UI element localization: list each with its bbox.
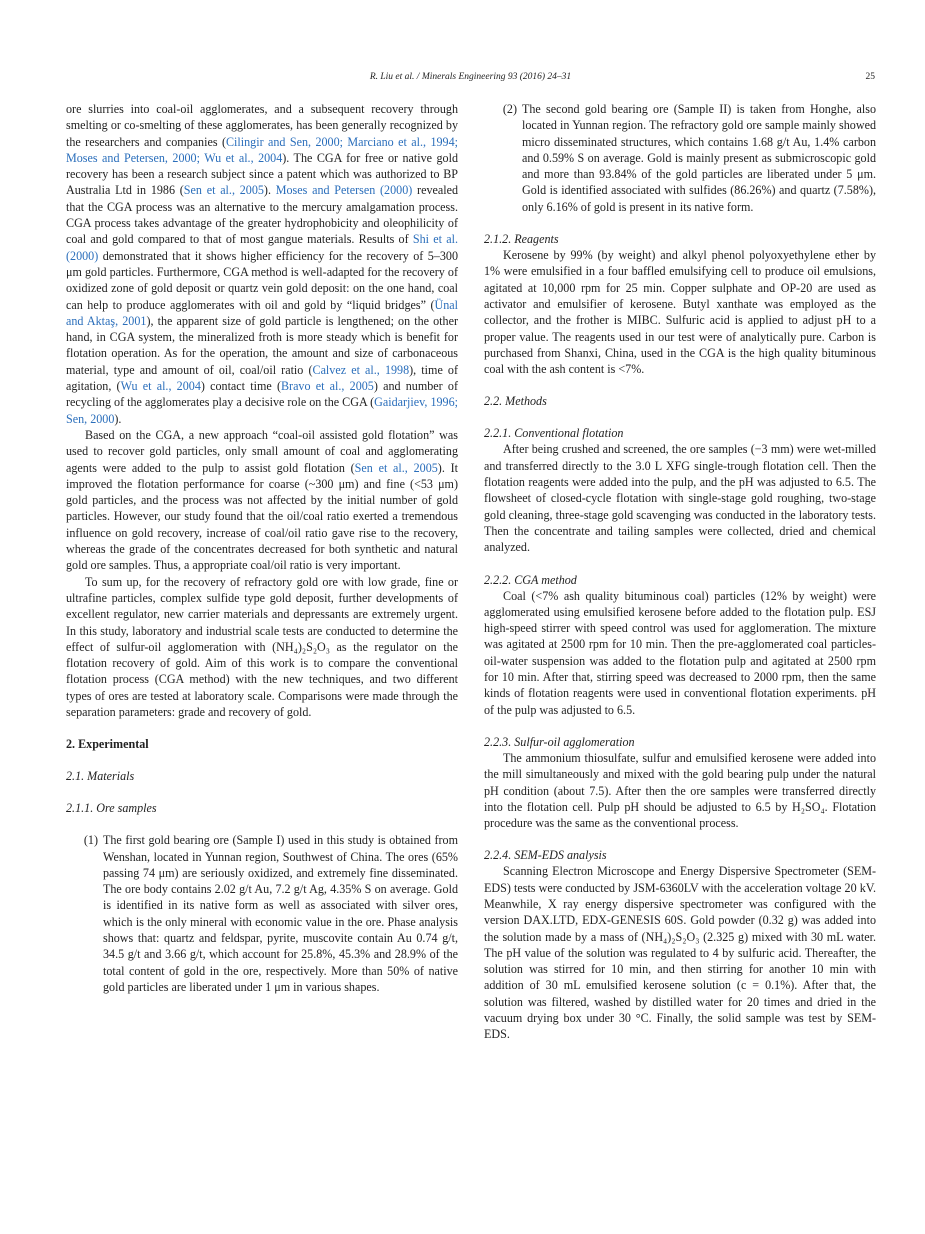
- subsubsection-heading-cga-method: 2.2.2. CGA method: [484, 572, 577, 587]
- subsubsection-heading-conventional-flotation: 2.2.1. Conventional flotation: [484, 426, 624, 441]
- paragraph-conventional-flotation: After being crushed and screened, the ore samples (−3 mm) were wet-milled and transferred directly to the 3.0 L XFG single-trough flotation cell. Then the flotation reagents were added into the pulp, and the pH was adjusted to 6.5. The flowsheet of closed-cycle flotation with single-stage gold roughing, two-stage gold cleaning, three-stage gold scavenging was conducted in the laboratory tests. Then the concentrate and tailing samples were collected, dried and chemical analyzed.: [484, 442, 876, 555]
- paragraph-aim: To sum up, for the recovery of refractory gold ore with low grade, fine or ultrafine particles, complex sulfide type gold deposit, further developments of excellent regulator, new carrier materials and depressants are extremely urgent. In this study, laboratory and industrial scale tests are conducted to determine the effect of sulfur-oil agglomeration with (NH₄)₂S₂O₃ as the regulator on the flotation recovery of gold. Aim of this work is to compare the conventional flotation process (CGA method) with the new techniques, and two different types of ores are tested at laboratory scale. Comparisons were made through the separation parameters: grade and recovery of gold.: [66, 574, 458, 719]
- citation-link[interactable]: Sen et al., 2005: [354, 460, 438, 475]
- subsubsection-heading-sem-eds: 2.2.4. SEM-EDS analysis: [484, 848, 607, 863]
- citation-link[interactable]: Wu et al., 2004: [120, 379, 201, 394]
- list-item-text: The first gold bearing ore (Sample I) used in this study is obtained from Wenshan, located in Yunnan region, Southwest of China. The ores (65% passing 74 μm) are seriously oxidized, and extremely fine disseminated. The ore body contains 2.02 g/t Au, 7.2 g/t Ag, 4.35% S on average. Gold is identified in its native form as well as associated with silver ores, which is the only mineral with economic value in the ore. Phase analysis shows that: quartz and feldspar, pyrite, muscovite contain Au 0.74 g/t, 34.5 g/t and 3.66 g/t, which account for 25.8%, 45.3% and 28.9% of the total content of gold in the ore, respectively. More than 50% of native gold particles are liberated under 1 μm in various shapes.: [103, 833, 458, 994]
- citation-link[interactable]: Cilingir and Sen, 2000; Marciano et al., 1994; Moses and Petersen, 2000; Wu et al., 2004: [66, 134, 458, 165]
- citation-link[interactable]: Ünal and Aktaş, 2001: [66, 297, 458, 328]
- list-item: [66, 832, 458, 995]
- subsection-heading-methods: 2.2. Methods: [484, 394, 547, 409]
- page-number: 25: [865, 72, 875, 82]
- citation-link[interactable]: Shi et al. (2000): [66, 232, 458, 263]
- left-column: [66, 101, 458, 995]
- subsection-heading-materials: 2.1. Materials: [66, 769, 135, 784]
- paragraph-sem-eds: Scanning Electron Microscope and Energy Dispersive Spectrometer (SEM-EDS) tests were conducted by JSM-6360LV with the acceleration voltage 20 kV. Meanwhile, X ray energy dispersive spectrometer was configured with the version DAX.LTD, EDX-GENESIS 60S. Gold powder (0.32 g) was added into the solution made by a mass of (NH₄)₂S₂O₃ (2.325 g) mixed with 30 mL water. The pH value of the solution was regulated to 4 by sulfuric acid. Thereafter, the solution was stirred for 10 min, and then stirring for another 10 min with addition of 30 mL emulsified kerosene solution (c = 0.1%). After that, the solution was filtered, washed by distilled water for 20 times and dried in the vacuum drying box under 30 °C. Finally, the solid sample was test by SEM-EDS.: [484, 864, 876, 1042]
- subsubsection-heading-ore-samples: 2.1.1. Ore samples: [66, 801, 157, 816]
- list-item-text: The second gold bearing ore (Sample II) is taken from Honghe, also located in Yunnan region. The refractory gold ore sample mainly showed micro disseminated structures, which contains 1.68 g/t Au, 1.4% carbon and 0.59% S on average. Gold is mainly present as submicroscopic gold and more than 93.84% of the gold particles are liberated under 5 μm. Gold is identified associated with sulfides (86.26%) and quartz (7.58%), only 6.16% of gold is present in its native form.: [522, 102, 876, 214]
- running-header: [66, 72, 875, 86]
- list-number: (1): [83, 833, 98, 848]
- citation-link[interactable]: Moses and Petersen (2000): [275, 183, 413, 198]
- list-item: [484, 101, 876, 215]
- paragraph-reagents: Kerosene by 99% (by weight) and alkyl phenol polyoxyethylene ether by 1% were emulsified in a four baffled emulsifying cell to produce oil emulsions, agitated at 10,000 rpm for 25 min. Copper sulphate and OP-20 are used as activator and emulsifier of kerosene. Butyl xanthate was employed as the collector, and the frother is MIBC. Sulfuric acid is applied to adjust pH to a proper value. The reagents used in our test were of analytically pure. Carbon is purchased from Shanxi, China, used in the CGA is the high quality bituminous coal with the ash content is <7%.: [484, 248, 876, 377]
- right-column: [484, 101, 876, 1043]
- citation-link[interactable]: Calvez et al., 1998: [312, 362, 410, 377]
- subsubsection-heading-sulfur-oil: 2.2.3. Sulfur-oil agglomeration: [484, 734, 635, 749]
- list-number: (2): [502, 102, 517, 116]
- paragraph-cga-method: Coal (<7% ash quality bituminous coal) particles (12% by weight) were agglomerated using emulsified kerosene before added to the flotation pulp. ESJ high-speed stirrer with speed control was used for agglomeration. The mixture was agitated at 2500 rpm for 10 min. Then the pre-agglomerated coal particles-oil-water suspension was added to the flotation pulp and agitated at 2500 rpm for 10 min. After that, stirring speed was decreased to 2000 rpm, then the same kinds of flotation reagents were used in conventional flotation experiments. pH of the pulp was adjusted to 6.5.: [484, 588, 876, 717]
- section-heading-experimental: 2. Experimental: [66, 737, 149, 752]
- paragraph-cga-background: ore slurries into coal-oil agglomerates, and a subsequent recovery through smelting or co-smelting of these agglomerates, has been generally recognized by the researchers and companies (Cilingir and Sen, 2000; Marciano et al., 1994; Moses and Petersen, 2000; Wu et al., 2004). The CGA for free or native gold recovery has been a research subject since a patent which was authorized to BP Australia Ltd in 1986 (Sen et al., 2005). Moses and Petersen (2000) revealed that the CGA process was an alternative to the mercury amalgamation process. CGA process takes advantage of the greater hydrophobicity and oleophilicity of coal and gold compared to that of most gangue materials. Results of Shi et al. (2000) demonstrated that it shows higher efficiency for the recovery of 5–300 μm gold particles. Furthermore, CGA method is well-adapted for the recovery of oxidized zone of gold deposit or quartz vein gold deposit: on the one hand, coal can help to produce agglomerates with oil and gold by “liquid bridges” (Ünal and Aktaş, 2001), the apparent size of gold particle is lengthened; on the other hand, in CGA system, the mineralized froth is more steady which is benefit for flotation operation. As for the operation, the amount and size of carbonaceous material, type and amount of oil, coal/oil ratio (Calvez et al., 1998), time of agitation, (Wu et al., 2004) contact time (Bravo et al., 2005) and number of recycling of the agglomerates play a decisive role on the CGA (Gaidarjiev, 1996; Sen, 2000).: [66, 102, 459, 426]
- paragraph-coal-oil-assisted: Based on the CGA, a new approach “coal-oil assisted gold flotation” was used to recover gold particles, only small amount of coal and agglomerating agents were added to the pulp to assist gold flotation (Sen et al., 2005). It improved the flotation performance for coarse (~300 μm) and fine (<53 μm) gold particles, and the process was not affected by the initial number of gold particles. However, our study found that the oil/coal ratio exerted a tremendous influence on gold recovery, increase of coal/oil ratio gave rise to the recovery, whereas the grade of the concentrates decreased for both synthetic and natural gold ore samples. Thus, a appropriate coal/oil ratio is very important.: [66, 427, 458, 573]
- running-title: R. Liu et al. / Minerals Engineering 93 (2016) 24–31: [369, 72, 572, 82]
- subsubsection-heading-reagents: 2.1.2. Reagents: [484, 232, 559, 247]
- citation-link[interactable]: Gaidarjiev, 1996; Sen, 2000: [66, 395, 458, 426]
- paragraph-sulfur-oil: The ammonium thiosulfate, sulfur and emulsified kerosene were added into the mill simultaneously and mixed with the gold bearing pulp under the natural pH condition (about 7.5). After then the ore samples were transferred directly into the flotation cell. Pulp pH should be adjusted to 6.5 by H₂SO₄. Flotation procedure was the same as the conventional process.: [484, 750, 876, 831]
- citation-link[interactable]: Sen et al., 2005: [183, 183, 264, 198]
- citation-link[interactable]: Bravo et al., 2005: [280, 379, 374, 394]
